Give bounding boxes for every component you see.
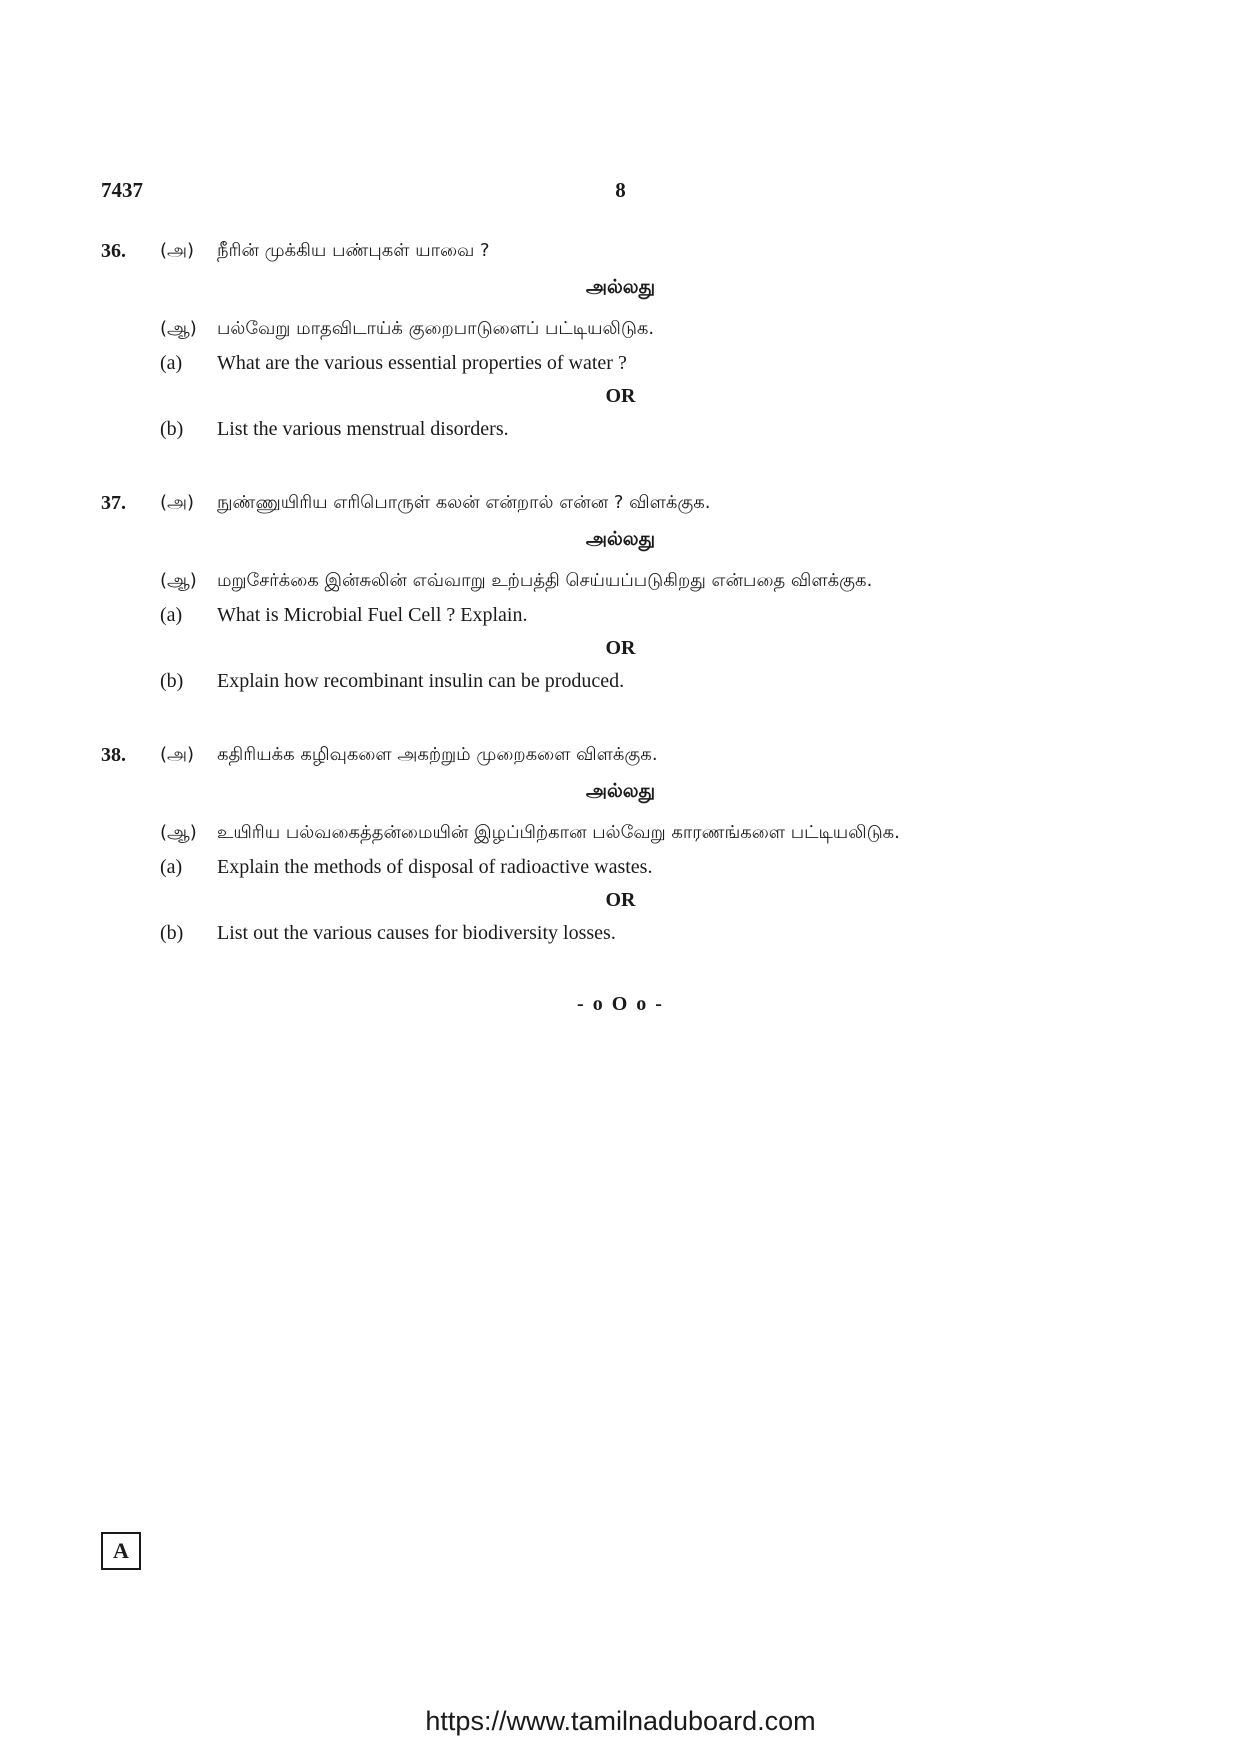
- tamil-option-a: நுண்ணுயிரிய எரிபொருள் கலன் என்றால் என்ன ? விளக்குக.: [217, 492, 711, 513]
- english-option-a: Explain the methods of disposal of radioactive wastes.: [217, 856, 653, 878]
- page-header: [0, 178, 1241, 208]
- question-number: 37.: [101, 492, 126, 514]
- paper-code: 7437: [101, 178, 143, 202]
- english-option-b: Explain how recombinant insulin can be produced.: [217, 670, 625, 692]
- end-of-paper-mark: - o O o -: [577, 993, 664, 1015]
- tamil-option-a-label: (அ): [160, 240, 195, 261]
- tamil-or-divider: அல்லது: [585, 780, 656, 802]
- tamil-option-b: உயிரிய பல்வகைத்தன்மையின் இழப்பிற்கான பல்வேறு காரணங்களை பட்டியலிடுக.: [217, 822, 900, 843]
- english-option-b-label: (b): [160, 670, 184, 692]
- english-option-a-label: (a): [160, 604, 183, 626]
- english-or-divider: OR: [605, 889, 636, 911]
- english-option-b: List out the various causes for biodiversity losses.: [217, 922, 616, 944]
- english-or-divider: OR: [605, 637, 636, 659]
- tamil-option-a-label: (அ): [160, 492, 195, 513]
- english-or-divider: OR: [605, 385, 636, 407]
- english-option-a-label: (a): [160, 352, 183, 374]
- question-number: 38.: [101, 744, 126, 766]
- tamil-option-a-label: (அ): [160, 744, 195, 765]
- english-option-a: What are the various essential properties of water ?: [217, 352, 627, 374]
- english-option-b-label: (b): [160, 922, 184, 944]
- footer-url: https://www.tamilnaduboard.com: [425, 1706, 816, 1736]
- tamil-option-b-label: (ஆ): [160, 822, 197, 843]
- tamil-option-b: மறுசேர்க்கை இன்சுலின் எவ்வாறு உற்பத்தி செய்யப்படுகிறது என்பதை விளக்குக.: [217, 570, 873, 591]
- tamil-option-b-label: (ஆ): [160, 570, 197, 591]
- question-paper-version-box: A: [101, 1532, 141, 1570]
- tamil-option-a: கதிரியக்க கழிவுகளை அகற்றும் முறைகளை விளக்குக.: [217, 744, 658, 765]
- english-option-a: What is Microbial Fuel Cell ? Explain.: [217, 604, 528, 626]
- tamil-or-divider: அல்லது: [585, 528, 656, 550]
- tamil-option-b: பல்வேறு மாதவிடாய்க் குறைபாடுளைப் பட்டியலிடுக.: [217, 318, 655, 339]
- question-number: 36.: [101, 240, 126, 262]
- tamil-or-divider: அல்லது: [585, 276, 656, 298]
- english-option-a-label: (a): [160, 856, 183, 878]
- page-number: 8: [615, 178, 626, 202]
- tamil-option-b-label: (ஆ): [160, 318, 197, 339]
- english-option-b-label: (b): [160, 418, 184, 440]
- english-option-b: List the various menstrual disorders.: [217, 418, 509, 440]
- tamil-option-a: நீரின் முக்கிய பண்புகள் யாவை ?: [217, 240, 490, 261]
